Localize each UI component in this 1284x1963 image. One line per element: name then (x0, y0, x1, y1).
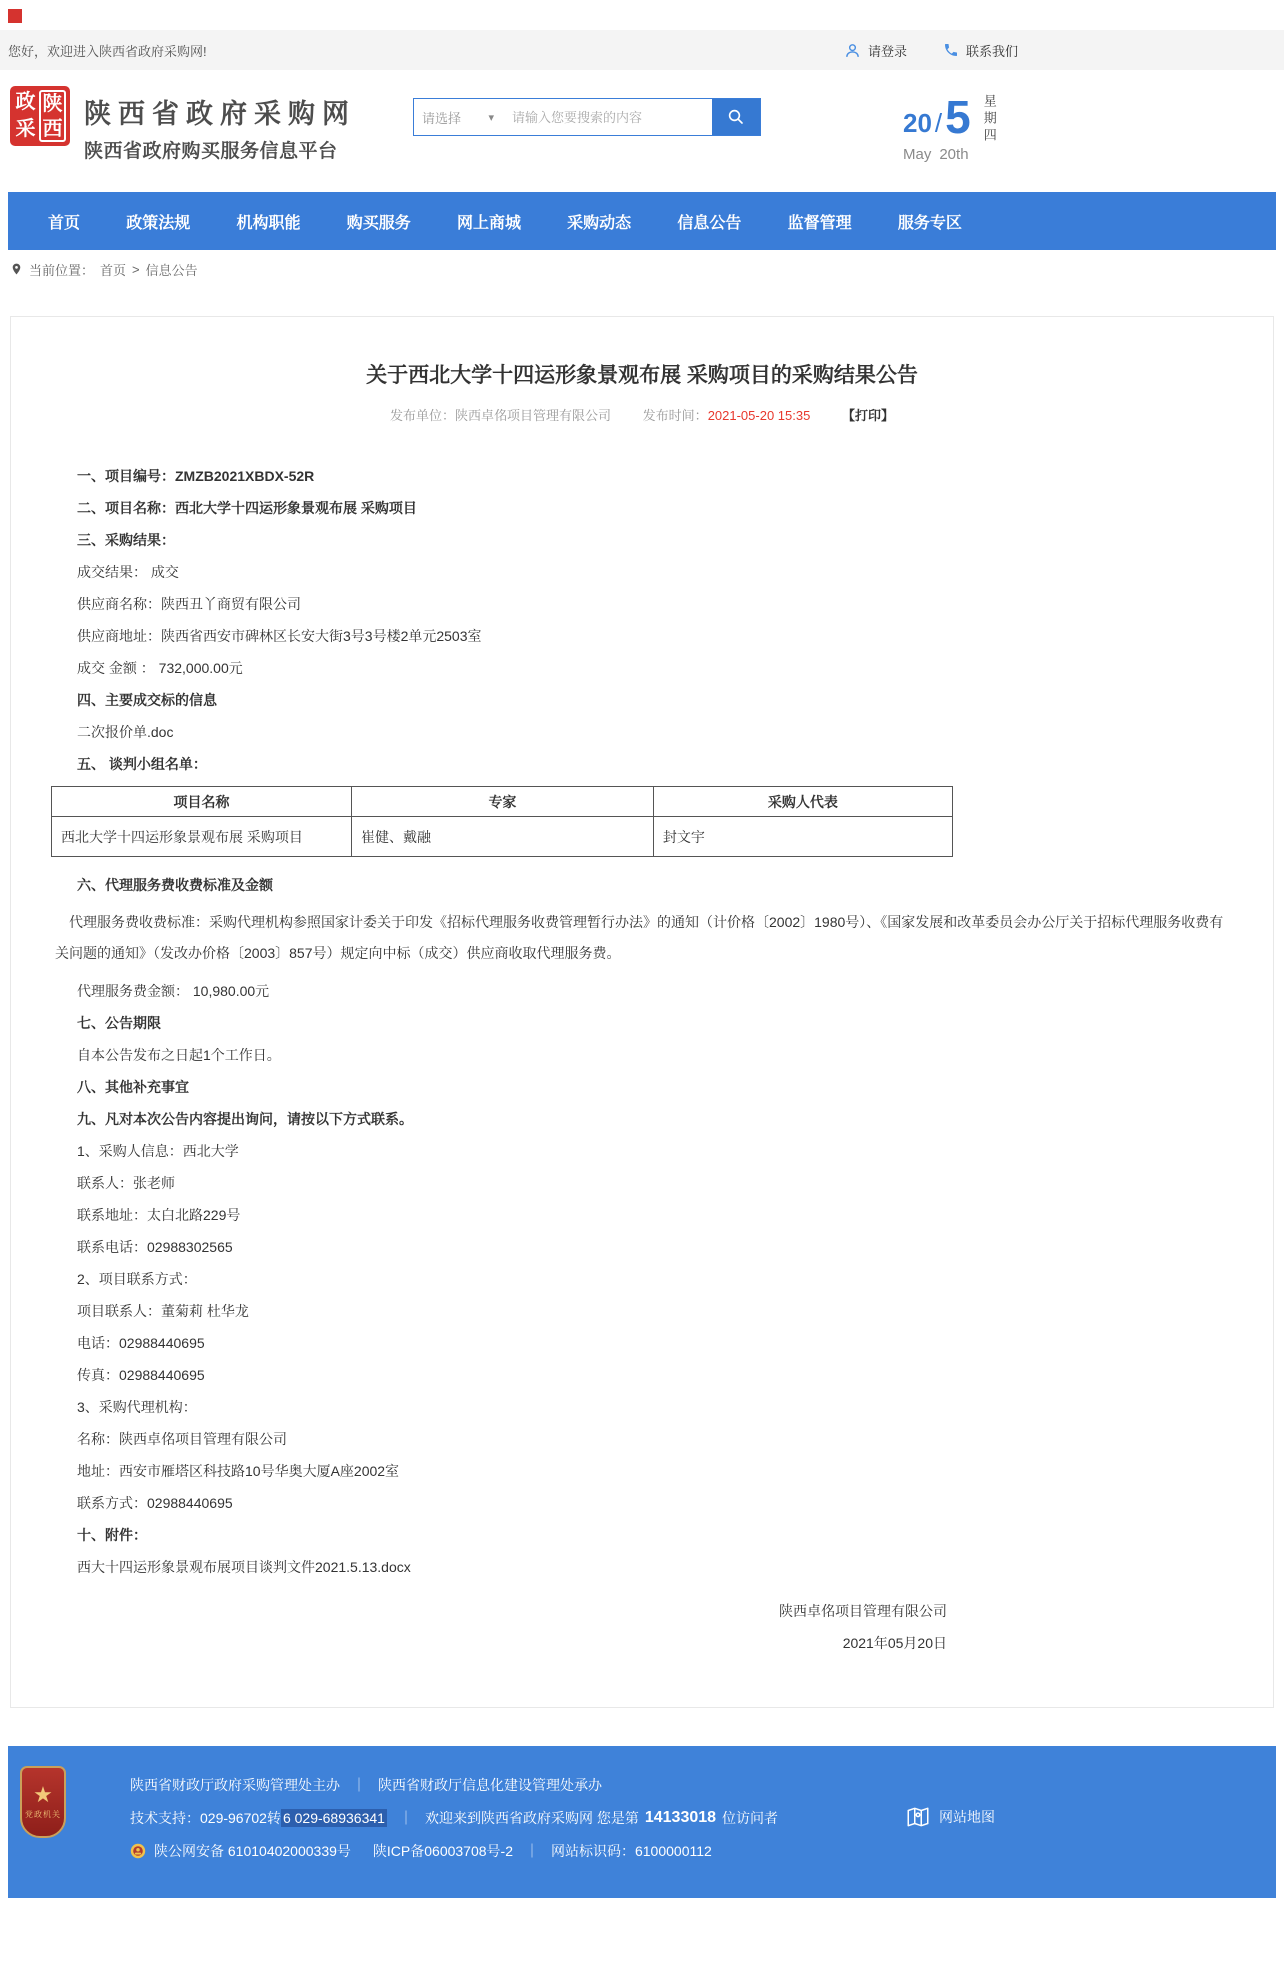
map-icon (905, 1804, 931, 1830)
article-paragraph: 3、采购代理机构： (77, 1399, 197, 1415)
nav-item-announcements[interactable]: 信息公告 (677, 214, 742, 232)
chevron-down-icon: ▾ (488, 111, 494, 124)
footer-text (130, 1768, 778, 1867)
top-bar (0, 30, 1284, 70)
footer-line-2: 技术支持： 029-96702转 6 029-68936341 ｜ 欢迎来到陕西省政府采购网 您是第 14133018 位访问者 (130, 1808, 779, 1826)
date-day: 20 (903, 108, 932, 138)
date-widget (903, 91, 997, 163)
article-paragraph: 成交 金额 ： 732,000.00元 (77, 660, 243, 676)
article-paragraph: 代理服务费金额： 10,980.00元 (77, 983, 270, 999)
beian-number[interactable]: 陕公网安备 61010402000339号 (154, 1842, 351, 1859)
nav-item-service-zone[interactable]: 服务专区 (897, 214, 962, 232)
footer-line-1: 陕西省财政厅政府采购管理处主办 ｜ 陕西省财政厅信息化建设管理处承办 (130, 1776, 602, 1793)
attachment-link[interactable]: 二次报价单.doc (77, 724, 174, 740)
article-paragraph: 项目联系人：董菊莉 杜华龙 (77, 1303, 249, 1319)
article-paragraph: 七、公告期限 (77, 1015, 161, 1031)
site-name: 陕西省政府采购网 (84, 99, 356, 129)
top-strip (0, 0, 1284, 30)
breadcrumb (0, 250, 1284, 288)
site-code: 6100000112 (634, 1842, 712, 1859)
welcome-text: 您好，欢迎进入陕西省政府采购网! (8, 43, 207, 59)
site-subtitle: 陕西省政府购买服务信息平台 (84, 141, 338, 162)
logo-left-column (14, 90, 37, 142)
emblem-star-icon: ★ (33, 1782, 53, 1807)
table-cell: 崔健、戴融 (352, 817, 654, 857)
article-paragraph: 联系人：张老师 (77, 1175, 175, 1191)
search-category-value: 请选择 (422, 110, 462, 126)
search-icon (727, 108, 745, 126)
date-day-en: 20th (939, 146, 969, 163)
search-button[interactable] (712, 99, 760, 135)
visitor-count: 14133018 (644, 1808, 717, 1826)
article-meta (49, 405, 1235, 424)
government-emblem (20, 1766, 66, 1838)
article-paragraph: 九、凡对本次公告内容提出询问，请按以下方式联系。 (77, 1111, 413, 1127)
article-paragraph: 联系地址：太白北路229号 (77, 1207, 241, 1223)
breadcrumb-prefix: 当前位置： (29, 262, 95, 278)
contact-label: 联系我们 (965, 43, 1018, 59)
location-pin-icon (10, 261, 23, 277)
date-weekday: 星期四 (981, 94, 997, 145)
search-category-select[interactable] (414, 99, 502, 135)
main-nav (8, 192, 1276, 250)
icp-number[interactable]: 陕ICP备06003708号-2 (372, 1842, 513, 1859)
article-body (49, 466, 1235, 1659)
tech-support-phone: 029-96702转 (200, 1809, 281, 1826)
login-link[interactable] (844, 41, 907, 60)
nav-item-procurement-news[interactable]: 采购动态 (567, 214, 632, 232)
search-bar (413, 98, 761, 136)
attachment-link[interactable]: 西大十四运形象景观布展项目谈判文件2021.5.13.docx (77, 1559, 411, 1575)
article-paragraph: 成交结果： 成交 (77, 564, 179, 580)
article-paragraph: 一、项目编号：ZMZB2021XBDX-52R (77, 468, 315, 484)
page-title: 关于西北大学十四运形象景观布展 采购项目的采购结果公告 (366, 364, 918, 387)
print-button[interactable]: 【打印】 (841, 408, 894, 423)
contact-link[interactable] (943, 41, 1018, 60)
article-paragraph: 1、采购人信息：西北大学 (77, 1143, 239, 1159)
nav-item-home[interactable]: 首页 (48, 214, 81, 232)
date-slash: / (934, 108, 943, 138)
user-icon (844, 42, 861, 59)
tech-support-label: 技术支持： (130, 1809, 200, 1826)
nav-item-purchase-services[interactable]: 购买服务 (346, 214, 411, 232)
table-header-row (52, 787, 953, 817)
police-badge-icon (130, 1843, 146, 1859)
site-code-label: 网站标识码： (550, 1842, 635, 1859)
nav-item-policy[interactable]: 政策法规 (126, 214, 191, 232)
logo-right-column (39, 90, 66, 142)
footer-organizer: 陕西省财政厅政府采购管理处主办 (130, 1776, 340, 1793)
date-numbers (903, 91, 971, 143)
login-label: 请登录 (867, 43, 907, 59)
article-paragraph: 联系电话：02988302565 (77, 1239, 233, 1255)
article-paragraph: 名称：陕西卓佲项目管理有限公司 (77, 1431, 287, 1447)
emblem-label: 党政机关 (25, 1810, 61, 1819)
table-cell: 西北大学十四运形象景观布展 采购项目 (52, 817, 352, 857)
footer-undertaker: 陕西省财政厅信息化建设管理处承办 (378, 1776, 602, 1793)
article-paragraph: 十、附件： (77, 1527, 147, 1543)
red-marker (8, 9, 22, 23)
nav-item-online-mall[interactable]: 网上商城 (456, 214, 521, 232)
publish-time: 发布时间：2021-05-20 15:35 (642, 408, 811, 423)
signature-block (49, 1595, 947, 1659)
footer-welcome: 欢迎来到陕西省政府采购网 您是第 (424, 1809, 639, 1826)
top-bar-links (844, 41, 1018, 60)
breadcrumb-current: 信息公告 (145, 262, 198, 278)
article-paragraph: 五、 谈判小组名单： (77, 756, 207, 772)
publisher: 发布单位：陕西卓佲项目管理有限公司 (390, 408, 612, 423)
article-paragraph: 八、其他补充事宜 (77, 1079, 189, 1095)
phone-icon (943, 42, 959, 58)
site-titles (84, 92, 356, 163)
article-paragraph: 供应商名称：陕西丑丫商贸有限公司 (77, 596, 301, 612)
article-paragraph: 自本公告发布之日起1个工作日。 (77, 1047, 281, 1063)
search-input[interactable] (502, 99, 712, 135)
tech-support-phone-highlighted: 6 029-68936341 (282, 1809, 385, 1826)
breadcrumb-separator: > (132, 261, 140, 277)
logo-char: 采 (15, 118, 36, 140)
sitemap-label: 网站地图 (939, 1809, 995, 1825)
article-paragraph: 2、项目联系方式： (77, 1271, 197, 1287)
logo-char: 陕 (42, 93, 63, 115)
article-paragraph: 电话：02988440695 (77, 1335, 205, 1351)
announcement-card (10, 316, 1274, 1708)
table-row (52, 817, 953, 857)
breadcrumb-home[interactable]: 首页 (100, 262, 127, 278)
sitemap-link[interactable] (905, 1804, 995, 1830)
date-english (903, 146, 977, 163)
table-cell: 封文宇 (653, 817, 952, 857)
footer-line-3: 陕公网安备 61010402000339号 陕ICP备06003708号-2 ｜ 网站标识码： 6100000112 (130, 1834, 778, 1867)
nav-item-supervision[interactable]: 监督管理 (787, 214, 852, 232)
article-paragraph: 二、项目名称：西北大学十四运形象景观布展 采购项目 (77, 500, 417, 516)
logo-char: 西 (42, 118, 63, 140)
article-paragraph: 联系方式：02988440695 (77, 1495, 233, 1511)
site-logo[interactable] (10, 86, 70, 146)
site-header (0, 70, 1284, 192)
date-month: 5 (945, 91, 971, 143)
article-paragraph: 四、主要成交标的信息 (77, 692, 217, 708)
table-header-cell: 项目名称 (52, 787, 352, 817)
article-paragraph: 传真：02988440695 (77, 1367, 205, 1383)
logo-char: 政 (15, 91, 36, 113)
article-paragraph: 地址：西安市雁塔区科技路10号华奥大厦A座2002室 (77, 1463, 400, 1479)
visitor-suffix: 位访问者 (722, 1809, 779, 1826)
table-header-cell: 采购人代表 (653, 787, 952, 817)
table-header-cell: 专家 (352, 787, 654, 817)
nav-item-functions[interactable]: 机构职能 (236, 214, 301, 232)
article-paragraph: 三、采购结果： (77, 532, 175, 548)
negotiation-group-table (51, 786, 953, 857)
article-paragraph: 供应商地址：陕西省西安市碑林区长安大街3号3号楼2单元2503室 (77, 628, 482, 644)
article-paragraph: 六、代理服务费收费标准及金额 (77, 877, 273, 893)
site-footer (8, 1746, 1276, 1898)
date-month-en: May (903, 146, 932, 163)
signature-company: 陕西卓佲项目管理有限公司 (779, 1603, 947, 1619)
article-paragraph: 代理服务费收费标准：采购代理机构参照国家计委关于印发《招标代理服务收费管理暂行办法》的通知（计价格〔2002〕1980号）、《国家发展和改革委员会办公厅关于招标代理服务收费有关问题的通知》（发改办价格〔2003〕857号）规定向中标（成交）供应商收取代理服务费。 (55, 914, 1224, 961)
signature-date: 2021年05月20日 (842, 1635, 947, 1651)
